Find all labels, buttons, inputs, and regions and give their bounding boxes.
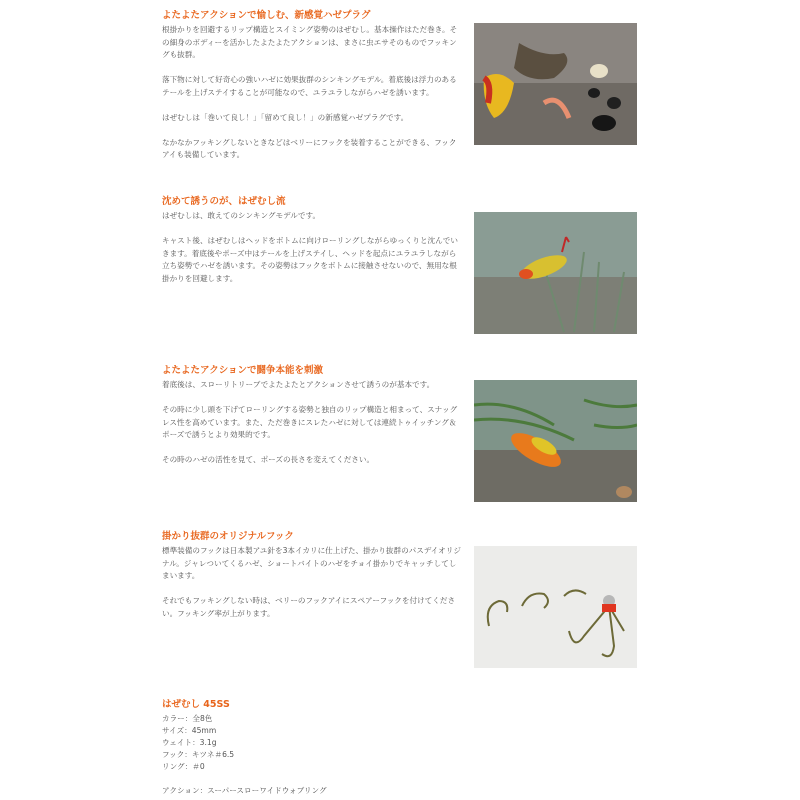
spec-weight: ウェイト：3.1g <box>162 738 217 747</box>
section-heading: 掛かり抜群のオリジナルフック <box>162 531 294 542</box>
section-text <box>162 195 462 285</box>
treble-hooks-photo <box>474 546 637 668</box>
section-heading: よたよたアクションで愉しむ、新感覚ハゼプラグ <box>162 10 371 21</box>
section-heading: よたよたアクションで闘争本能を刺激 <box>162 365 324 376</box>
section-paragraph: 着底後は、スローリトリーブでよたよたとアクションさせて誘うのが基本です。 <box>162 380 435 389</box>
section-paragraph: はぜむしは、敢えてのシンキングモデルです。 <box>162 211 321 220</box>
section-paragraph: 根掛かりを回避するリップ構造とスイミング姿勢のはぜむし。基本操作はただ巻き。その細身のボディーを活かしたよたよたアクションは、まさに虫エサそのものでフッキングも抜群。 <box>162 25 458 59</box>
section-paragraph: 落下物に対して好奇心の強いハゼに効果抜群のシンキングモデル。着底後は浮力のあるテールを上げステイすることが可能なので、ユラユラしながらハゼを誘います。 <box>162 75 457 97</box>
section-text <box>162 9 462 162</box>
section-new-sensation <box>162 9 637 174</box>
section-text <box>162 530 462 620</box>
spec-spacer <box>162 773 637 785</box>
section-paragraph: なかなかフッキングしないときなどはベリーにフックを装着することができる、フックアイも装備しています。 <box>162 137 457 159</box>
section-paragraph: 標準装備のフックは日本製アユ針を3本イカリに仕上げた、掛かり抜群のパスデイオリジナル。ジャレついてくるハゼ、ショートバイトのハゼをチョイ掛かりでキャッチしてしまいます。 <box>162 546 461 580</box>
lure-near-seagrass-photo <box>474 380 637 502</box>
goby-with-lure-photo <box>474 23 637 145</box>
spec-color: カラー：全8色 <box>162 714 213 723</box>
section-text <box>162 364 462 467</box>
section-paragraph: キャスト後、はぜむしはヘッドをボトムに向けローリングしながらゆっくりと沈んでいきます。着底後やポーズ中はテールを上げステイし、ヘッドを起点にユラユラしながら立ち姿勢でハゼを誘います。その姿勢はフックをボトムに接触させないので、無用な根掛かりを回避します。 <box>162 236 458 283</box>
spec-heading: はぜむし 45SS <box>162 699 230 710</box>
spec-ring: リング：＃0 <box>162 762 205 771</box>
spec-size: サイズ：45mm <box>162 726 217 735</box>
section-paragraph: その時に少し頭を下げてローリングする姿勢と独自のリップ構造と相まって、スナッグレス性を高めています。また、ただ巻きにスレたハゼに対しては連続トゥイッチング＆ポーズで誘うとより効果的です。 <box>162 405 458 439</box>
spec-hook: フック：キツネ＃6.5 <box>162 750 235 759</box>
section-fighting-instinct <box>162 364 637 479</box>
section-paragraph: その時のハゼの活性を見て、ポーズの長さを変えてください。 <box>162 455 375 464</box>
section-original-hook <box>162 530 637 633</box>
section-heading: 沈めて誘うのが、はぜむし流 <box>162 196 286 207</box>
section-paragraph: はぜむしは「巻いて良し！」「留めて良し！」の新感覚ハゼプラグです。 <box>162 112 409 122</box>
spec-action: アクション：スーパースローワイドウォブリング <box>162 786 327 795</box>
section-paragraph: それでもフッキングしない時は、ベリーのフックアイにスペアーフックを付けてください。フッキング率が上がります。 <box>162 596 456 618</box>
spec-section <box>162 698 637 797</box>
sinking-lure-underwater-photo <box>474 212 637 334</box>
section-sinking <box>162 195 637 298</box>
